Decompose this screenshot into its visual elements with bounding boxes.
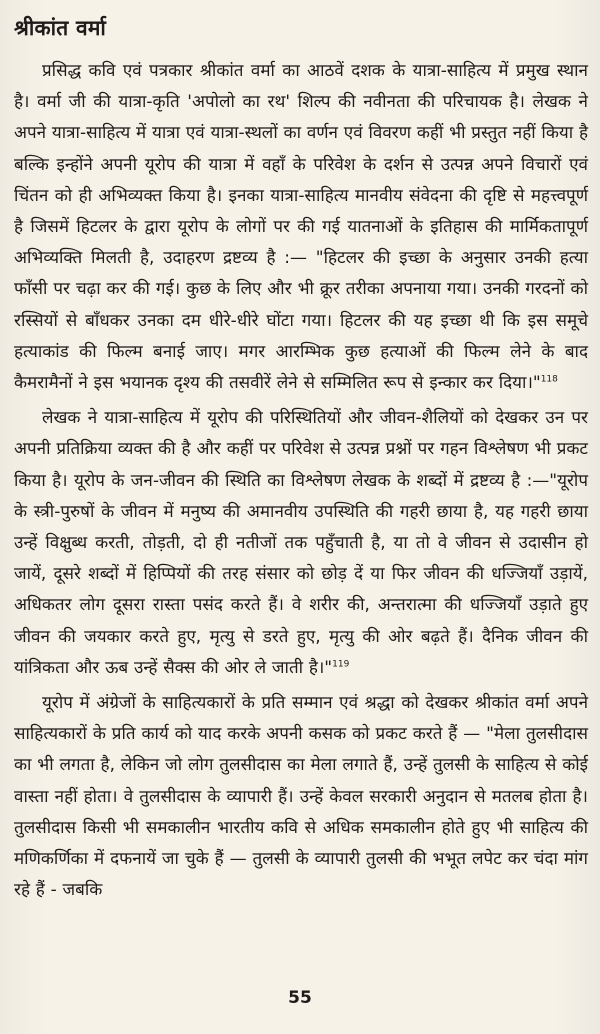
footnote-marker-119: 119 [332, 659, 350, 670]
body-text [14, 56, 588, 906]
paragraph-2-text: लेखक ने यात्रा-साहित्य में यूरोप की परिस्थितियों और जीवन-शैलियों को देखकर उन पर अपनी प्रतिक्रिया व्यक्त की है और कहीं पर परिवेश से उत्पन्न प्रश्नों पर गहन विश्लेषण भी प्रकट किया है। यूरोप के जन-जीवन की स्थिति का विश्लेषण लेखक के शब्दों में द्रष्टव्य है :—"यूरोप के स्त्री-पुरुषों के जीवन में मनुष्य की अमानवीय उपस्थिति की गहरी छाया है, यह गहरी छाया उन्हें विक्षुब्ध करती, तोड़ती, दो ही नतीजों तक पहुँचाती है, या तो वे जीवन से उदासीन हो जायें, दूसरे शब्दों में हिप्पियों की तरह संसार को छोड़ दें या फिर जीवन की धज्जियाँ उड़ायें, अधिकतर लोग दूसरा रास्ता पसंद करते हैं। वे शरीर की, अन्तरात्मा की धज्जियाँ उड़ाते हुए जीवन की जयकार करते हुए, मृत्यु से डरते हुए, मृत्यु की ओर बढ़ते हैं। दैनिक जीवन की यांत्रिकता और ऊब उन्हें सैक्स की ओर ले जाती है।" [14, 408, 588, 678]
section-heading: श्रीकांत वर्मा [14, 16, 107, 40]
paragraph-2 [14, 403, 588, 684]
paragraph-3 [14, 688, 588, 906]
footnote-marker-118: 118 [540, 374, 558, 385]
paragraph-3-text: यूरोप में अंग्रेजों के साहित्यकारों के प्रति सम्मान एवं श्रद्धा को देखकर श्रीकांत वर्मा अपने साहित्यकारों के प्रति कार्य को याद करके अपनी कसक को प्रकट करते हैं — "मेला तुलसीदास का भी लगता है, लेकिन जो लोग तुलसीदास का मेला लगाते हैं, उन्हें तुलसी के साहित्य से कोई वास्ता नहीं होता। वे तुलसीदास के व्यापारी हैं। उन्हें केवल सरकारी अनुदान से मतलब होता है। तुलसीदास किसी भी समकालीन भारतीय कवि से अधिक समकालीन होते हुए भी साहित्य की मणिकर्णिका में दफनायें जा चुके हैं — तुलसी के व्यापारी तुलसी की भभूत लपेट कर चंदा मांग रहे हैं - जबकि [14, 693, 588, 901]
paragraph-1 [14, 56, 588, 399]
page-number: 55 [288, 988, 312, 1008]
paragraph-1-text: प्रसिद्ध कवि एवं पत्रकार श्रीकांत वर्मा का आठवें दशक के यात्रा-साहित्य में प्रमुख स्थान है। वर्मा जी की यात्रा-कृति 'अपोलो का रथ' शिल्प की नवीनता की परिचायक है। लेखक ने अपने यात्रा-साहित्य में यात्रा एवं यात्रा-स्थलों का वर्णन एवं विवरण कहीं भी प्रस्तुत नहीं किया है बल्कि इन्होंने अपनी यूरोप की यात्रा में वहाँ के परिवेश के दर्शन से उत्पन्न अपने विचारों एवं चिंतन को ही अभिव्यक्त किया है। इनका यात्रा-साहित्य मानवीय संवेदना की दृष्टि से महत्त्वपूर्ण है जिसमें हिटलर के द्वारा यूरोप के लोगों पर की गई यातनाओं के इतिहास की मार्मिकतापूर्ण अभिव्यक्ति मिलती है, उदाहरण द्रष्टव्य है :— "हिटलर की इच्छा के अनुसार उनकी हत्या फाँसी पर चढ़ा कर की गई। कुछ के लिए और भी क्रूर तरीका अपनाया गया। उनकी गरदनों को रस्सियों से बाँधकर उनका दम धीरे-धीरे घोंटा गया। हिटलर की यह इच्छा थी कि इस समूचे हत्याकांड की फिल्म बनाई जाए। मगर आरम्भिक कुछ हत्याओं की फिल्म लेने के बाद कैमरामैनों ने इस भयानक दृश्य की तसवीरें लेने से सम्मिलित रूप से इन्कार कर दिया।" [14, 61, 588, 394]
